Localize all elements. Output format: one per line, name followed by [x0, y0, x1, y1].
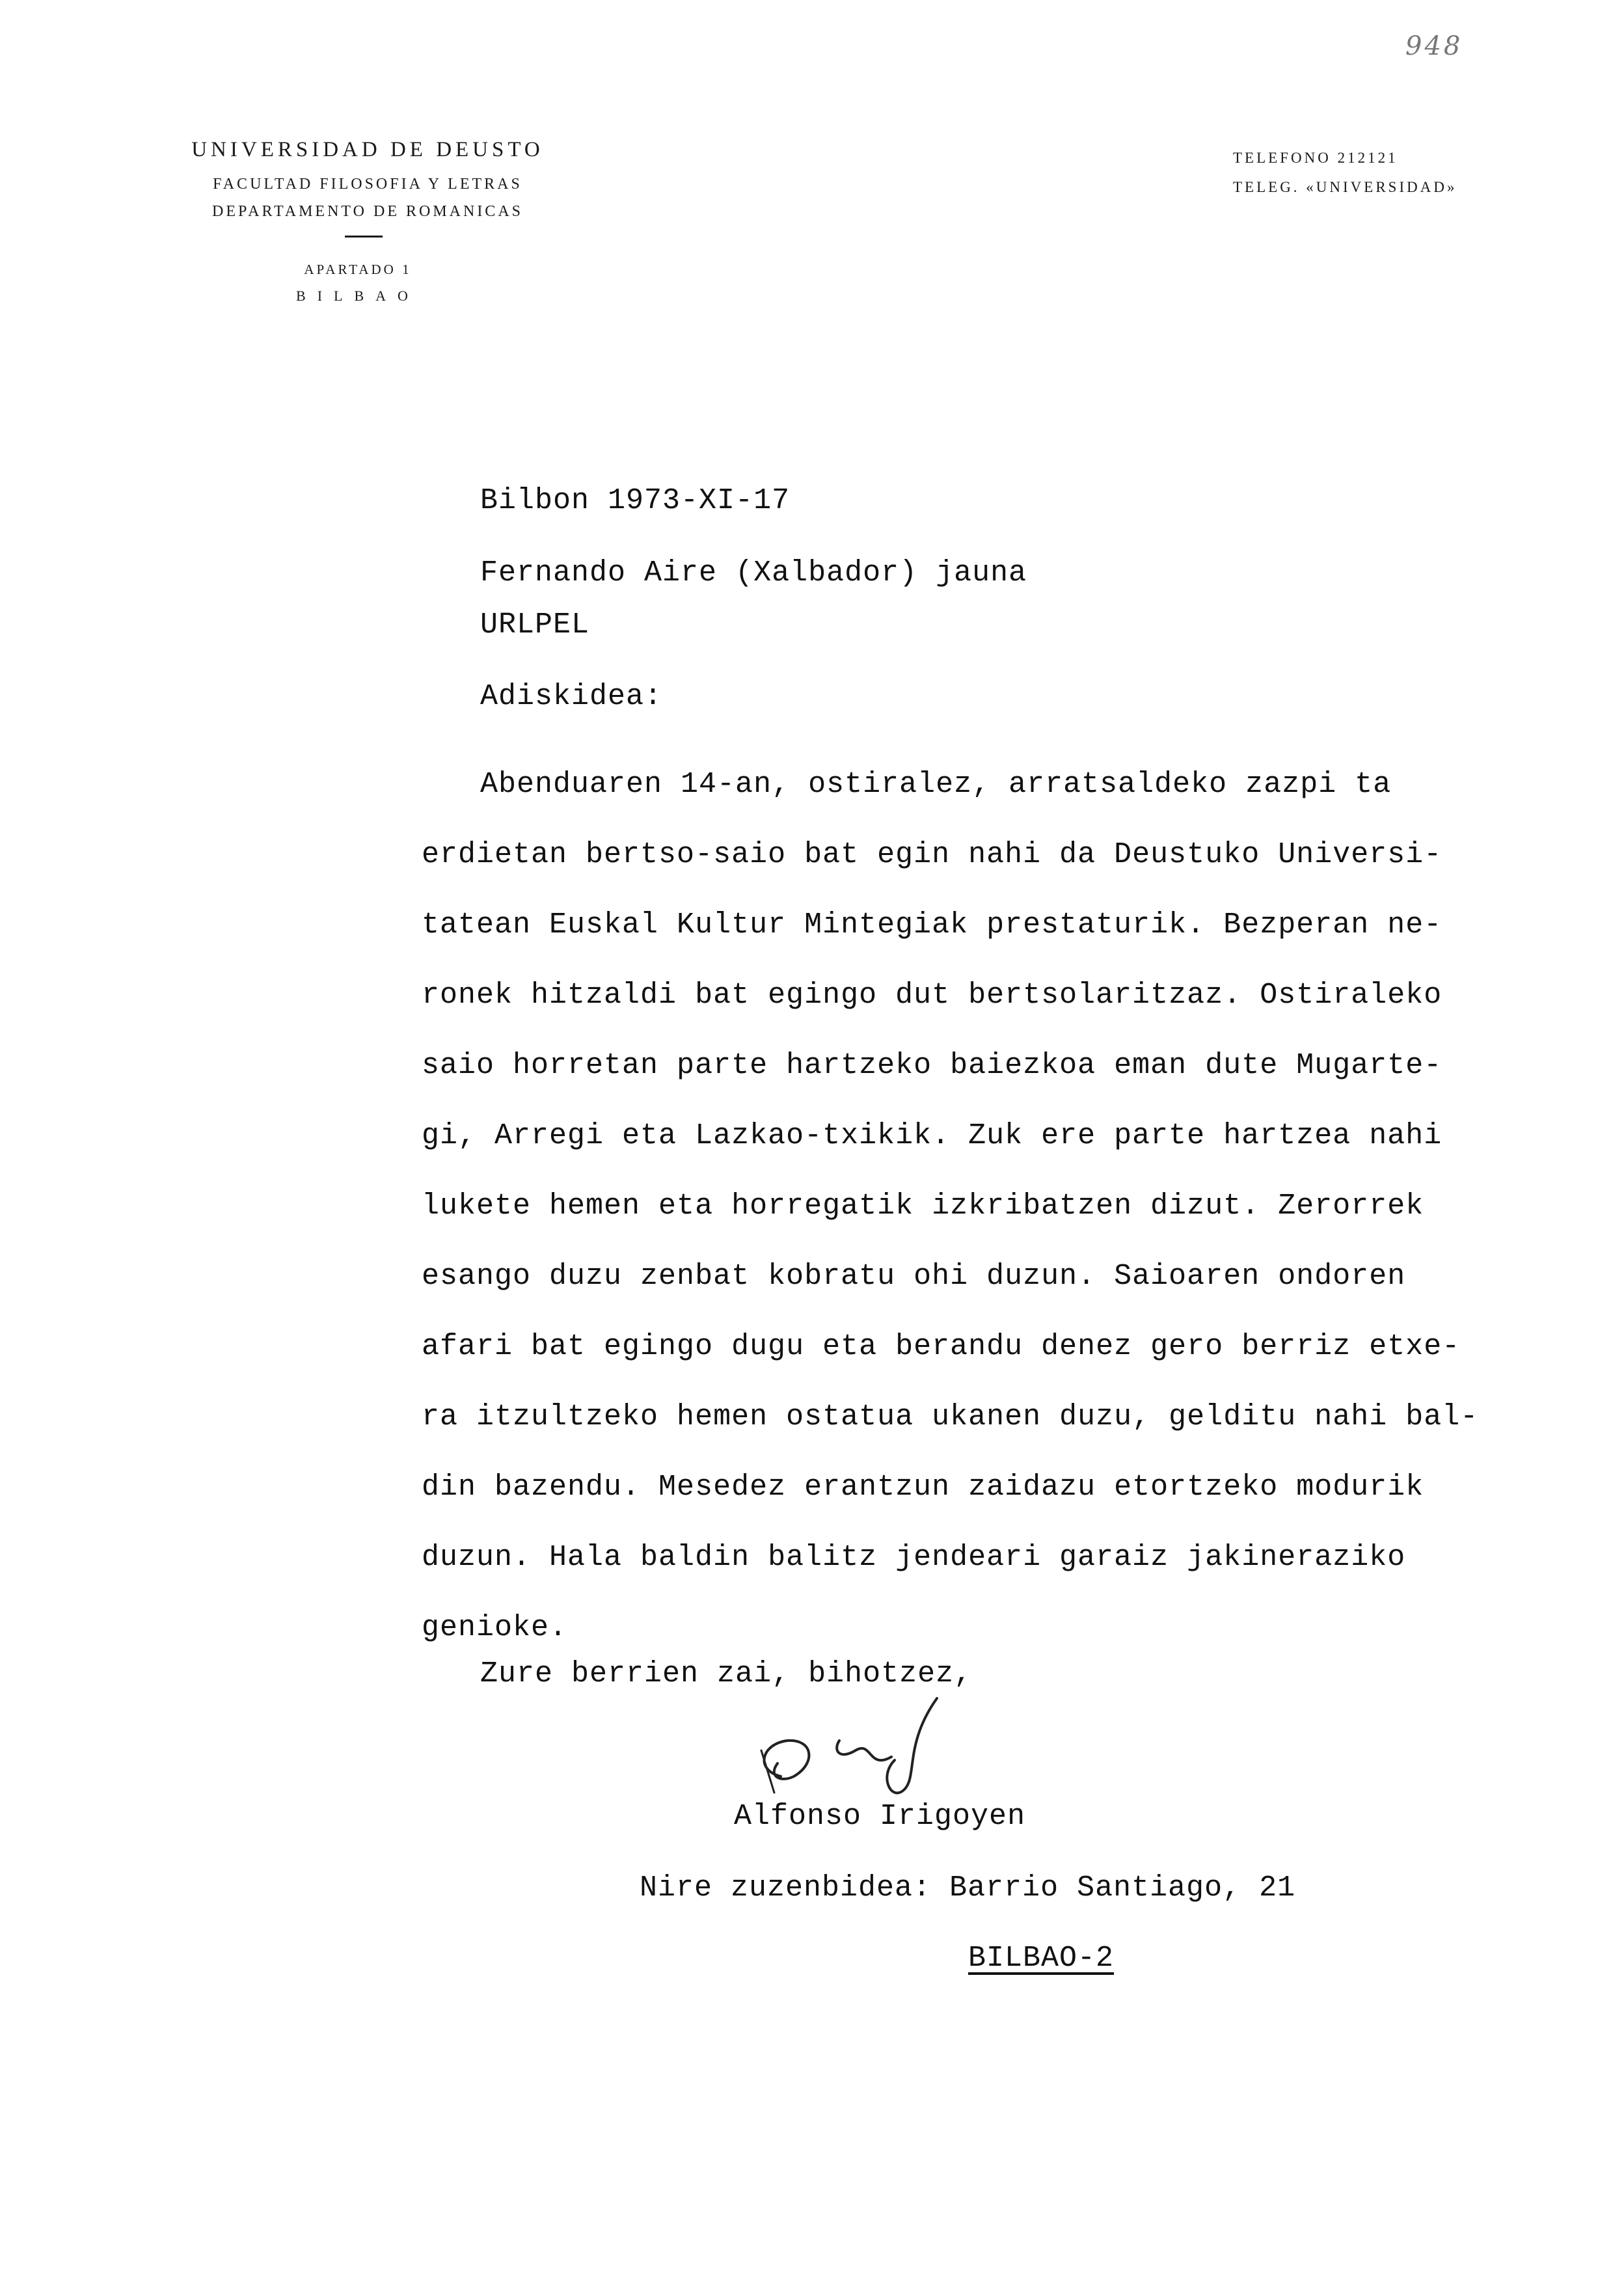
- letterhead-faculty: FACULTAD FILOSOFIA Y LETRAS: [213, 176, 522, 193]
- body-line: duzun. Hala baldin balitz jendeari garaiz jakineraziko: [422, 1541, 1406, 1574]
- signature-name: Alfonso Irigoyen: [734, 1800, 1026, 1833]
- body-line: lukete hemen eta horregatik izkribatzen dizut. Zerorrek: [422, 1189, 1424, 1223]
- body-line: ronek hitzaldi bat egingo dut bertsolaritzaz. Ostiraleko: [422, 979, 1442, 1012]
- letterhead-postbox: APARTADO 1: [304, 262, 412, 277]
- letter-closing: Zure berrien zai, bihotzez,: [480, 1657, 973, 1691]
- letterhead-telegram: TELEG. «UNIVERSIDAD»: [1233, 179, 1457, 195]
- handwritten-signature: [742, 1679, 976, 1809]
- body-line: ra itzultzeko hemen ostatua ukanen duzu, gelditu nahi bal-: [422, 1400, 1479, 1433]
- body-line: din bazendu. Mesedez erantzun zaidazu etortzeko modurik: [422, 1471, 1424, 1504]
- letter-recipient: Fernando Aire (Xalbador) jauna: [480, 556, 1027, 590]
- body-line: saio horretan parte hartzeko baiezkoa eman dute Mugarte-: [422, 1049, 1442, 1082]
- letterhead-phone: TELEFONO 212121: [1233, 150, 1398, 166]
- letter-body: [422, 750, 1554, 1663]
- body-line: esango duzu zenbat kobratu ohi duzun. Saioaren ondoren: [422, 1260, 1406, 1293]
- letter-greeting: Adiskidea:: [480, 680, 663, 713]
- body-line: gi, Arregi eta Lazkao-txikik. Zuk ere parte hartzea nahi: [422, 1119, 1442, 1152]
- sender-address: Nire zuzenbidea: Barrio Santiago, 21: [640, 1871, 1296, 1905]
- body-line: Abenduaren 14-an, ostiralez, arratsaldeko zazpi ta: [480, 768, 1392, 801]
- letter-date: Bilbon 1973-XI-17: [480, 484, 791, 517]
- body-line: tatean Euskal Kultur Mintegiak prestaturik. Bezperan ne-: [422, 908, 1442, 942]
- body-line: afari bat egingo dugu eta berandu denez gero berriz etxe-: [422, 1330, 1461, 1363]
- letterhead-university: UNIVERSIDAD DE DEUSTO: [191, 138, 544, 161]
- letterhead-city: BILBAO: [296, 288, 420, 304]
- letter-place: URLPEL: [480, 608, 590, 642]
- archive-number: 948: [1405, 31, 1463, 61]
- body-line: erdietan bertso-saio bat egin nahi da Deustuko Universi-: [422, 838, 1442, 871]
- letterhead-divider: [345, 236, 383, 238]
- letterhead-department: DEPARTAMENTO DE ROMANICAS: [211, 203, 523, 220]
- sender-city: BILBAO-2: [968, 1942, 1115, 1975]
- body-line: genioke.: [422, 1611, 568, 1644]
